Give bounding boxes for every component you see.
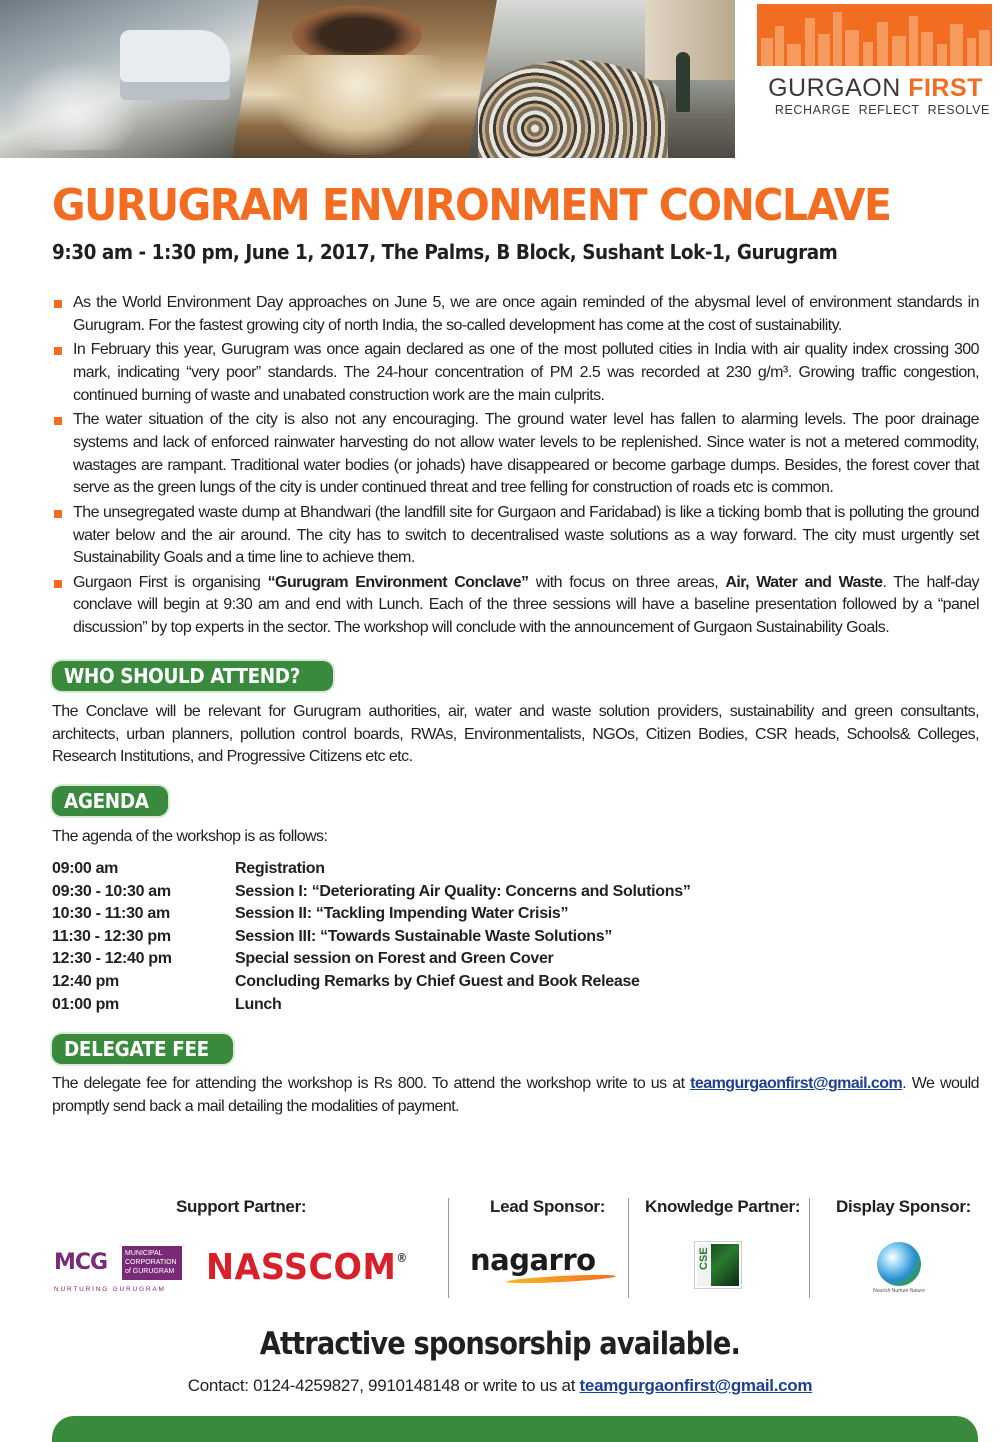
cse-logo: CSE (695, 1242, 741, 1288)
agenda-row (52, 903, 979, 926)
agenda-session: Concluding Remarks by Chief Guest and Book Release (235, 972, 640, 990)
mcg-mark: MCG (54, 1250, 108, 1275)
contact-line (0, 1376, 1000, 1396)
lead-sponsor-label: Lead Sponsor: (490, 1197, 606, 1216)
agenda-time: 12:40 pm (52, 972, 119, 990)
agenda-time: 11:30 - 12:30 pm (52, 927, 171, 945)
agenda-row (52, 994, 979, 1017)
agenda-row (52, 858, 979, 881)
list-item (52, 502, 979, 570)
agenda-session: Lunch (235, 995, 282, 1013)
agenda-time: 10:30 - 11:30 am (52, 905, 170, 923)
agenda-session: Session II: “Tackling Impending Water Crisis” (235, 905, 569, 923)
agenda-row (52, 926, 979, 949)
traffic-pollution-photo (0, 0, 260, 158)
knowledge-partner-label: Knowledge Partner: (645, 1197, 801, 1216)
bullet-square-icon (54, 300, 62, 308)
fee-email-link[interactable]: teamgurgaonfirst@gmail.com (690, 1075, 903, 1092)
fee-text-pre: The delegate fee for attending the workshop is Rs 800. To attend the workshop write to us at (52, 1075, 691, 1092)
brand-name (759, 74, 992, 103)
agenda-heading: AGENDA (52, 786, 168, 816)
bullet-text: The unsegregated waste dump at Bhandwari (the landfill site for Gurgaon and Faridabad) is like a ticking bomb that is polluting the ground water below and the air around. The city has to switch to decentralised waste solutions as a way forward. The city must urgently set Sustainability Goals and a time line to achieve them. (73, 503, 979, 567)
sponsor-divider (628, 1198, 629, 1298)
globe-icon (877, 1242, 921, 1286)
sewage-pipe-photo (232, 0, 497, 158)
support-partner-label: Support Partner: (176, 1197, 307, 1216)
contact-text: Contact: 0124-4259827, 9910148148 or write to us at (187, 1376, 580, 1395)
garbage-dump-photo (468, 0, 735, 158)
bullet-text-pre: Gurgaon First is organising (73, 573, 268, 591)
list-item (52, 409, 979, 499)
brand-prefix: GURGAON (768, 74, 909, 102)
bullet-text-post: . The half-day conclave will begin at 9:30 am and end with Lunch. Each of the three sessions will have a baseline presentation followed by a “panel discussion” by top experts in the sector. The workshop will conclude with the announcement of Gurgaon Sustainability Goals. (73, 573, 980, 637)
mcg-tagline: NURTURING GURUGRAM (54, 1286, 166, 1293)
list-item (52, 292, 979, 337)
header-photo-strip (0, 0, 735, 158)
bullet-text-mid: with focus on three areas, (528, 573, 726, 591)
mcg-logo (54, 1244, 184, 1296)
globe-caption: Nourish Nurture Nature (873, 1288, 925, 1294)
contact-email-link[interactable]: teamgurgaonfirst@gmail.com (579, 1376, 813, 1395)
brand-tagline: RECHARGE REFLECT RESOLVE (774, 103, 990, 117)
sponsorship-banner: Attractive sponsorship available. (259, 1326, 741, 1362)
agenda-session: Registration (235, 860, 325, 877)
agenda-row (52, 948, 979, 971)
bullet-bold-conclave: “Gurugram Environment Conclave” (267, 573, 529, 591)
bullet-text: In February this year, Gurugram was once again declared as one of the most polluted cities in India with air quality index crossing 300 mark, indicating “very poor” standards. The 24-hour concentration of PM 2.5 was recorded at 230 g/m³. Growing traffic congestion, continued burning of waste and unabated construction work are the main culprits. (73, 341, 979, 404)
delegate-fee-text (52, 1073, 979, 1118)
event-details: 9:30 am - 1:30 pm, June 1, 2017, The Palms, B Block, Sushant Lok-1, Gurugram (52, 240, 838, 264)
list-item (52, 572, 979, 640)
agenda-time: 12:30 - 12:40 pm (52, 950, 172, 968)
agenda-time: 01:00 pm (52, 995, 119, 1013)
who-should-attend-text: The Conclave will be relevant for Gurugram authorities, air, water and waste solution providers, sustainability and green consultants, architects, urban planners, pollution control boards, RWAs, Environmentalists, NGOs, Citizen Bodies, CSR heads, Schools& Colleges, Research Institutions, and Progressive Citizens etc etc. (52, 703, 979, 766)
skyline-icon (757, 4, 992, 76)
agenda-row (52, 971, 979, 994)
nagarro-logo: nagarro (470, 1243, 596, 1277)
list-item (52, 339, 979, 407)
page-title: GURUGRAM ENVIRONMENT CONCLAVE (52, 180, 891, 231)
fee-text-post: . We would promptly send back a mail detailing the modalities of payment. (52, 1075, 979, 1115)
bullet-square-icon (54, 510, 62, 518)
nasscom-logo: NASSCOM® (206, 1247, 408, 1288)
agenda-session: Session I: “Deteriorating Air Quality: Concerns and Solutions” (235, 882, 691, 900)
bullet-bold-areas: Air, Water and Waste (725, 573, 883, 591)
agenda-row (52, 881, 979, 904)
mcg-name-box: MUNICIPAL CORPORATION of GURUGRAM (122, 1246, 182, 1280)
delegate-fee-heading: DELEGATE FEE (52, 1034, 233, 1064)
agenda-time: 09:00 am (52, 860, 119, 877)
footer-bar (52, 1416, 978, 1442)
bullet-text: As the World Environment Day approaches on June 5, we are once again reminded of the abysmal level of environment standards in Gurugram. For the fastest growing city of north India, the so-called development has come at the cost of sustainability. (73, 294, 979, 334)
agenda-table (52, 858, 979, 1016)
who-should-attend-heading: WHO SHOULD ATTEND? (52, 661, 333, 691)
sponsor-divider (448, 1198, 449, 1298)
agenda-session: Special session on Forest and Green Cover (235, 950, 554, 968)
display-sponsor-label: Display Sponsor: (836, 1197, 972, 1216)
agenda-time: 09:30 - 10:30 am (52, 882, 171, 900)
sponsor-divider (809, 1198, 810, 1298)
gurgaon-first-logo (757, 4, 992, 122)
agenda-session: Session III: “Towards Sustainable Waste Solutions” (235, 927, 613, 945)
agenda-intro: The agenda of the workshop is as follows: (52, 828, 328, 845)
bullet-square-icon (54, 417, 62, 425)
intro-bullet-list (52, 292, 979, 642)
bullet-square-icon (54, 347, 62, 355)
brand-suffix: FIRST (908, 74, 983, 102)
globe-logo (873, 1242, 925, 1294)
bullet-text: The water situation of the city is also not any encouraging. The ground water level has fallen to alarming levels. The poor drainage systems and lack of enforced rainwater harvesting do not allow water levels to be replenished. Since water is not a metered commodity, wastages are rampant. Traditional water bodies (or johads) have disappeared or become garbage dumps. Besides, the forest cover that serve as the green lungs of the city is under continued threat and tree felling for construction of roads etc is common. (73, 411, 979, 497)
bullet-square-icon (54, 580, 62, 588)
